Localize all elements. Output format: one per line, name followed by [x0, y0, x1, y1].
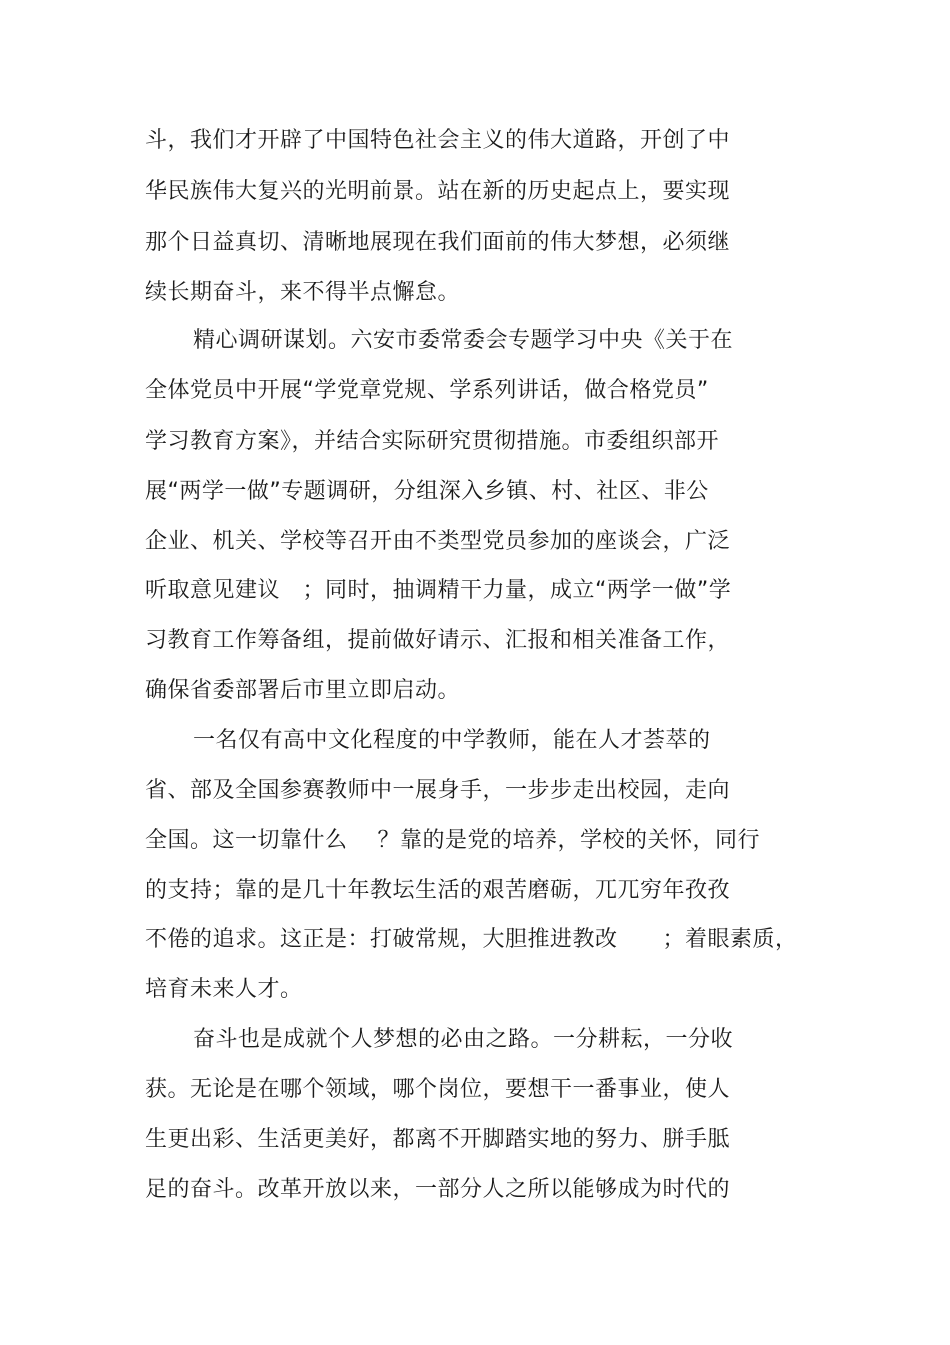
text-line: 全体党员中开展“学党章党规、学系列讲话，做合格党员”: [145, 378, 709, 403]
text-line: 斗，我们才开辟了中国特色社会主义的伟大道路，开创了中: [145, 128, 731, 153]
text-line: 展“两学一做”专题调研，分组深入乡镇、村、社区、非公: [145, 479, 709, 504]
text-line: 足的奋斗。改革开放以来，一部分人之所以能够成为时代的: [145, 1177, 731, 1202]
text-line: 不倦的追求。这正是：打破常规，大胆推进教改 ；着眼素质，: [145, 927, 798, 952]
paragraph-start-line: 精心调研谋划。六安市委常委会专题学习中央《关于在: [193, 328, 734, 353]
text-line: 续长期奋斗，来不得半点懈怠。: [145, 280, 461, 305]
text-line: 华民族伟大复兴的光明前景。站在新的历史起点上，要实现: [145, 179, 731, 204]
text-line: 企业、机关、学校等召开由不类型党员参加的座谈会，广泛: [145, 529, 731, 554]
text-line: 听取意见建议 ；同时，抽调精干力量，成立“两学一做”学: [145, 578, 732, 603]
text-line: 学习教育方案》，并结合实际研究贯彻措施。市委组织部开: [145, 429, 720, 454]
paragraph-start-line: 一名仅有高中文化程度的中学教师，能在人才荟萃的: [193, 728, 711, 753]
paragraph-start-line: 奋斗也是成就个人梦想的必由之路。一分耕耘，一分收: [193, 1027, 734, 1052]
text-line: 那个日益真切、清晰地展现在我们面前的伟大梦想，必须继: [145, 230, 731, 255]
text-line: 全国。这一切靠什么 ？靠的是党的培养，学校的关怀，同行: [145, 828, 760, 853]
text-line: 省、部及全国参赛教师中一展身手，一步步走出校园，走向: [145, 778, 731, 803]
text-line: 培育未来人才。: [145, 977, 303, 1002]
text-line: 获。无论是在哪个领域，哪个岗位，要想干一番事业，使人: [145, 1077, 731, 1102]
text-line: 习教育工作筹备组，提前做好请示、汇报和相关准备工作，: [145, 628, 731, 653]
text-line: 确保省委部署后市里立即启动。: [145, 678, 461, 703]
text-line: 的支持；靠的是几十年教坛生活的艰苦磨砺，兀兀穷年孜孜: [145, 878, 731, 903]
text-line: 生更出彩、生活更美好，都离不开脚踏实地的努力、胼手胝: [145, 1127, 731, 1152]
